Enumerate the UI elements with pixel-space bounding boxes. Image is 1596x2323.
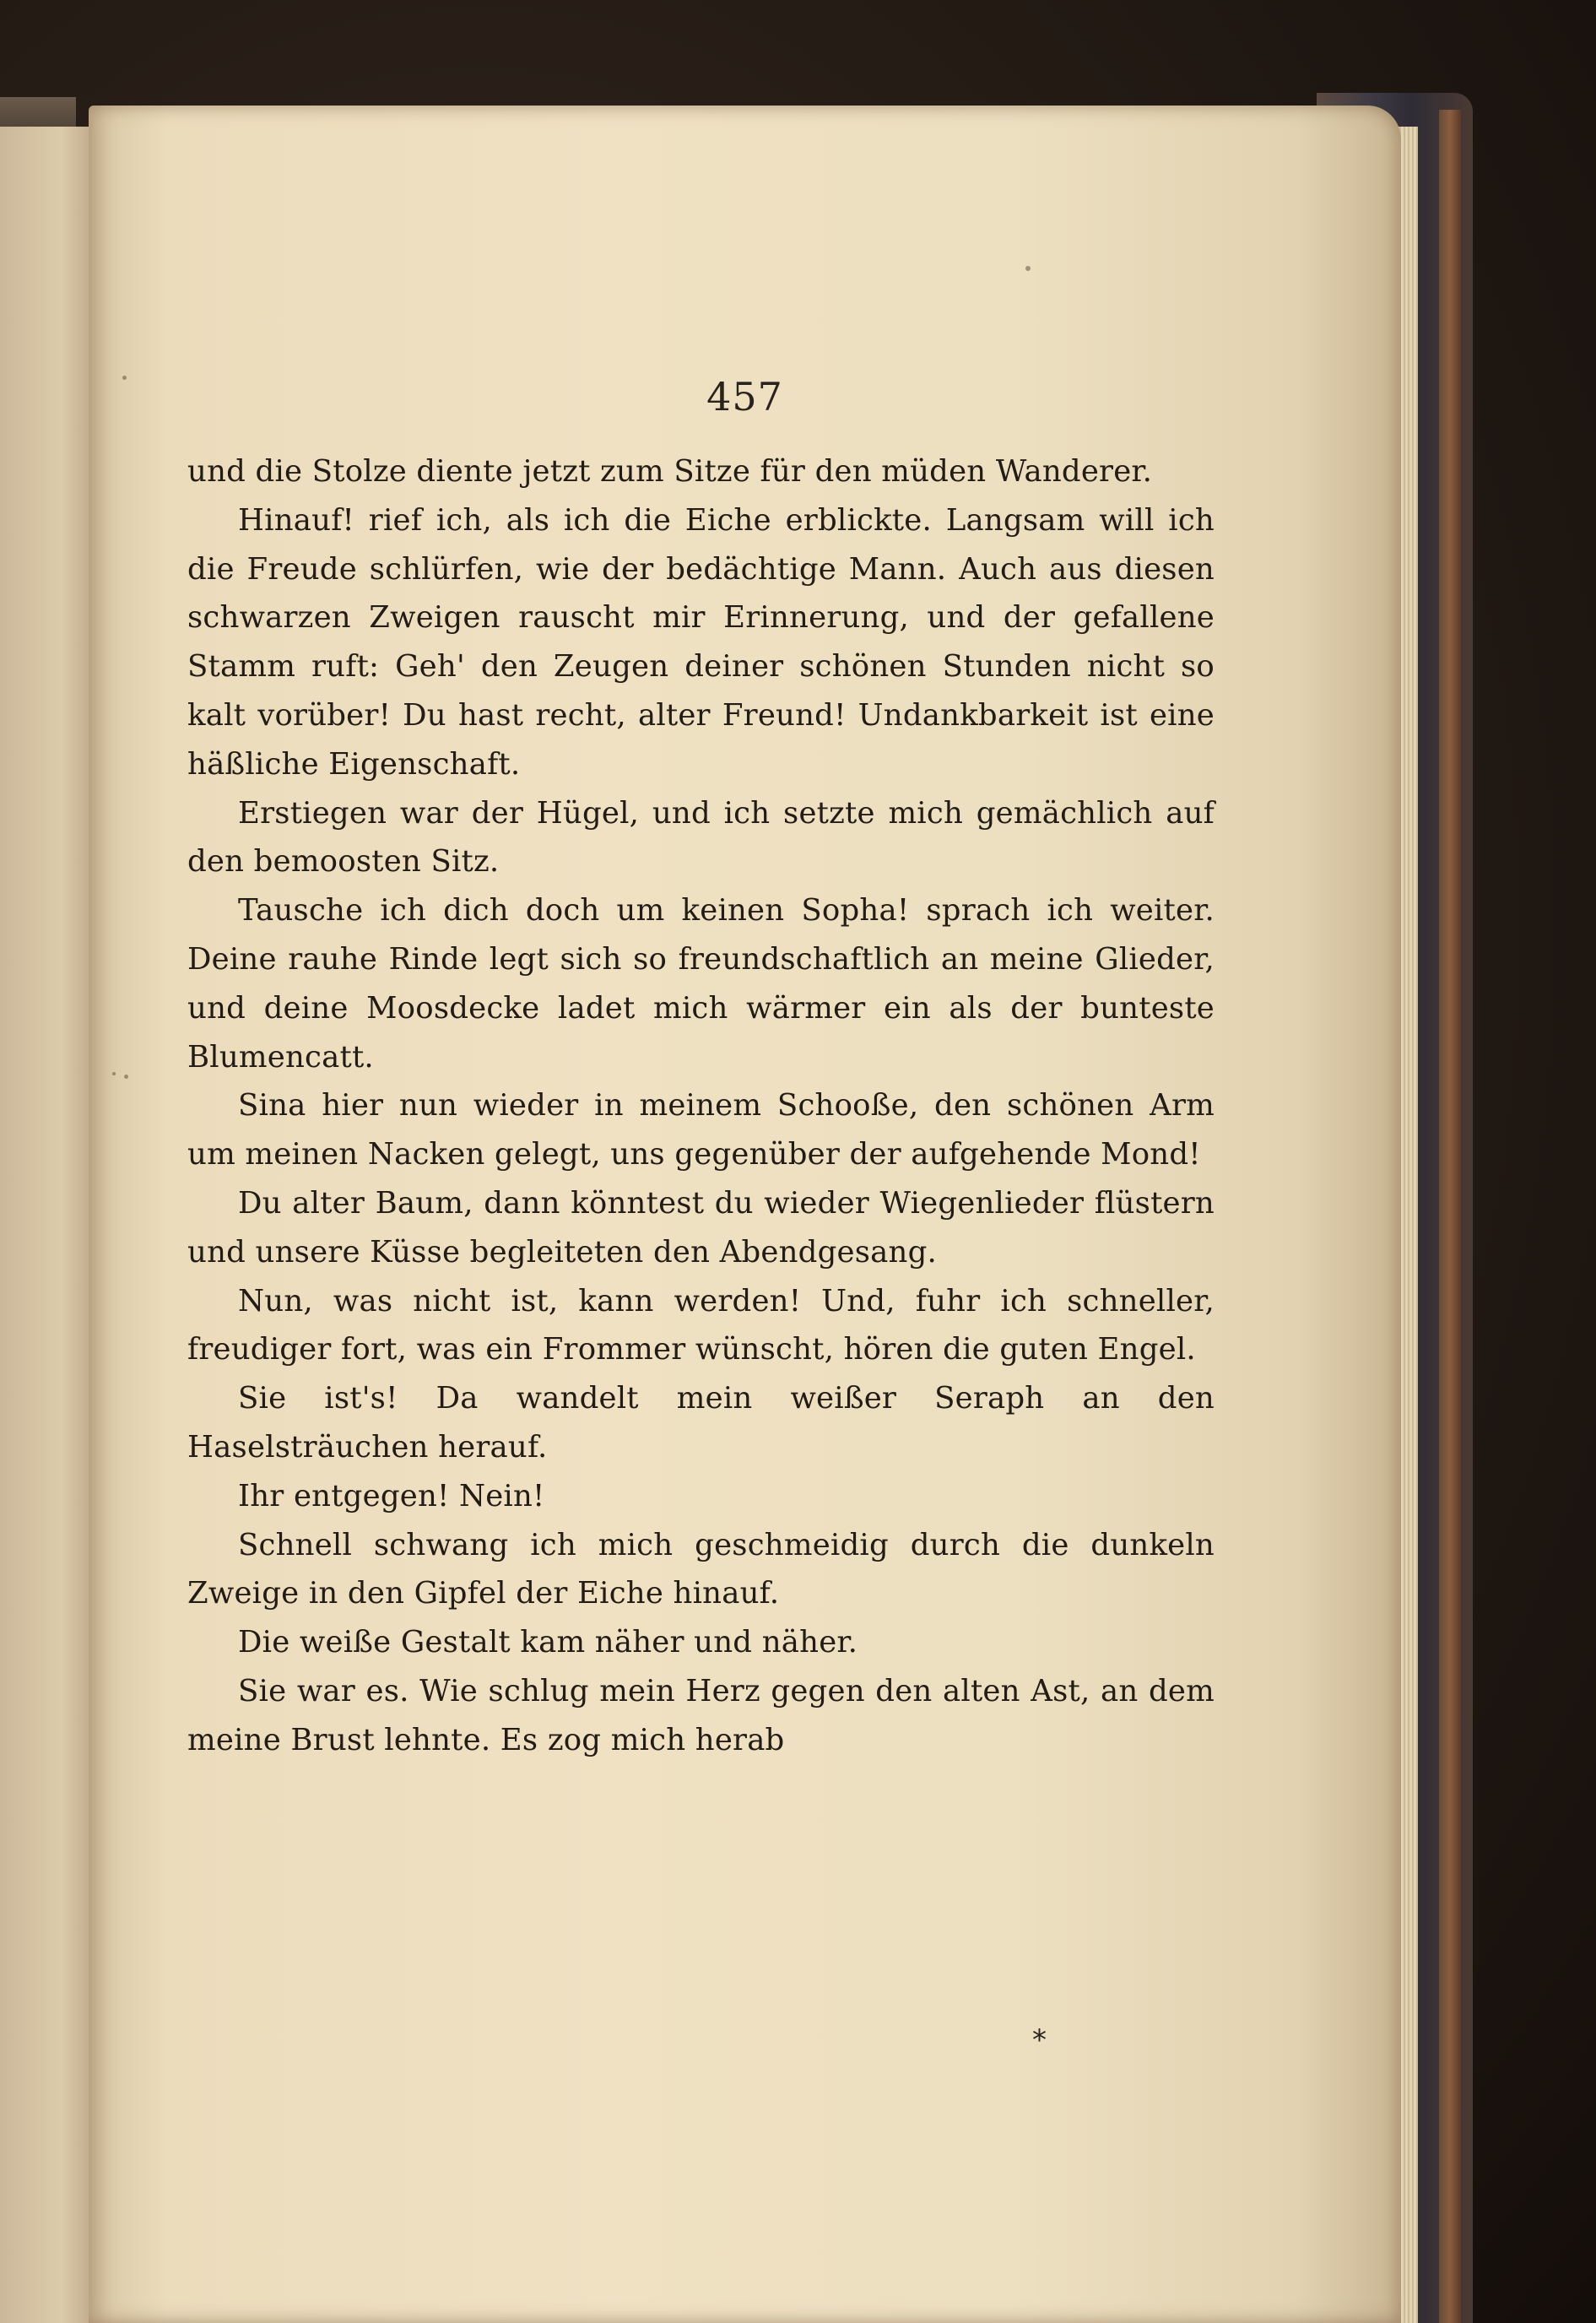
paragraph-12: Sie war es. Wie schlug mein Herz gegen den alten Ast, an dem meine Brust lehnte. Es zog mich herab — [187, 1673, 1215, 1757]
paragraph-6: Du alter Baum, dann könntest du wieder Wiegenlieder flüstern und unsere Küsse begleiteten den Abendgesang. — [187, 1185, 1215, 1270]
paragraph-1: und die Stolze diente jetzt zum Sitze für den müden Wanderer. — [187, 454, 1153, 489]
left-facing-page — [0, 127, 101, 2323]
paragraph-4: Tausche ich dich doch um keinen Sopha! sprach ich weiter. Deine rauhe Rinde legt sich so freundschaftlich an meine Glieder, und deine Moosdecke ladet mich wärmer ein als der bunteste Blumencatt. — [187, 893, 1215, 1075]
paragraph-7: Nun, was nicht ist, kann werden! Und, fuhr ich schneller, freudiger fort, was ein Frommer wünscht, hören die guten Engel. — [187, 1283, 1215, 1367]
paragraph-3: Erstiegen war der Hügel, und ich setzte mich gemächlich auf den bemoosten Sitz. — [187, 795, 1215, 880]
paragraph-8: Sie ist's! Da wandelt mein weißer Seraph an den Haselsträuchen herauf. — [187, 1381, 1215, 1465]
paragraph-9: Ihr entgegen! Nein! — [238, 1478, 545, 1513]
paragraph-2: Hinauf! rief ich, als ich die Eiche erblickte. Langsam will ich die Freude schlürfen, wie der bedächtige Mann. Auch aus diesen schwarzen Zweigen rauscht mir Erinnerung, und der gefallene Stamm ruft: Geh' den Zeugen deiner schönen Stunden nicht so kalt vorüber! Du hast recht, alter Freund! Undankbarkeit ist eine häßliche Eigenschaft. — [187, 502, 1215, 782]
paper-speck — [1025, 266, 1031, 271]
paragraph-10: Schnell schwang ich mich geschmeidig durch die dunkeln Zweige in den Gipfel der Eiche hinauf. — [187, 1527, 1215, 1611]
page-number: 457 — [706, 374, 783, 420]
cover-leather-edge — [1439, 110, 1461, 2323]
paper-speck — [122, 376, 127, 380]
paper-speck — [112, 1072, 116, 1075]
book-page — [89, 106, 1401, 2323]
body-text — [187, 447, 1215, 1765]
paragraph-11: Die weiße Gestalt kam näher und näher. — [238, 1625, 858, 1660]
paper-speck — [124, 1075, 128, 1079]
paragraph-5: Sina hier nun wieder in meinem Schooße, den schönen Arm um meinen Nacken gelegt, uns gegenüber der aufgehende Mond! — [187, 1088, 1215, 1172]
signature-mark: * — [1032, 2023, 1047, 2057]
